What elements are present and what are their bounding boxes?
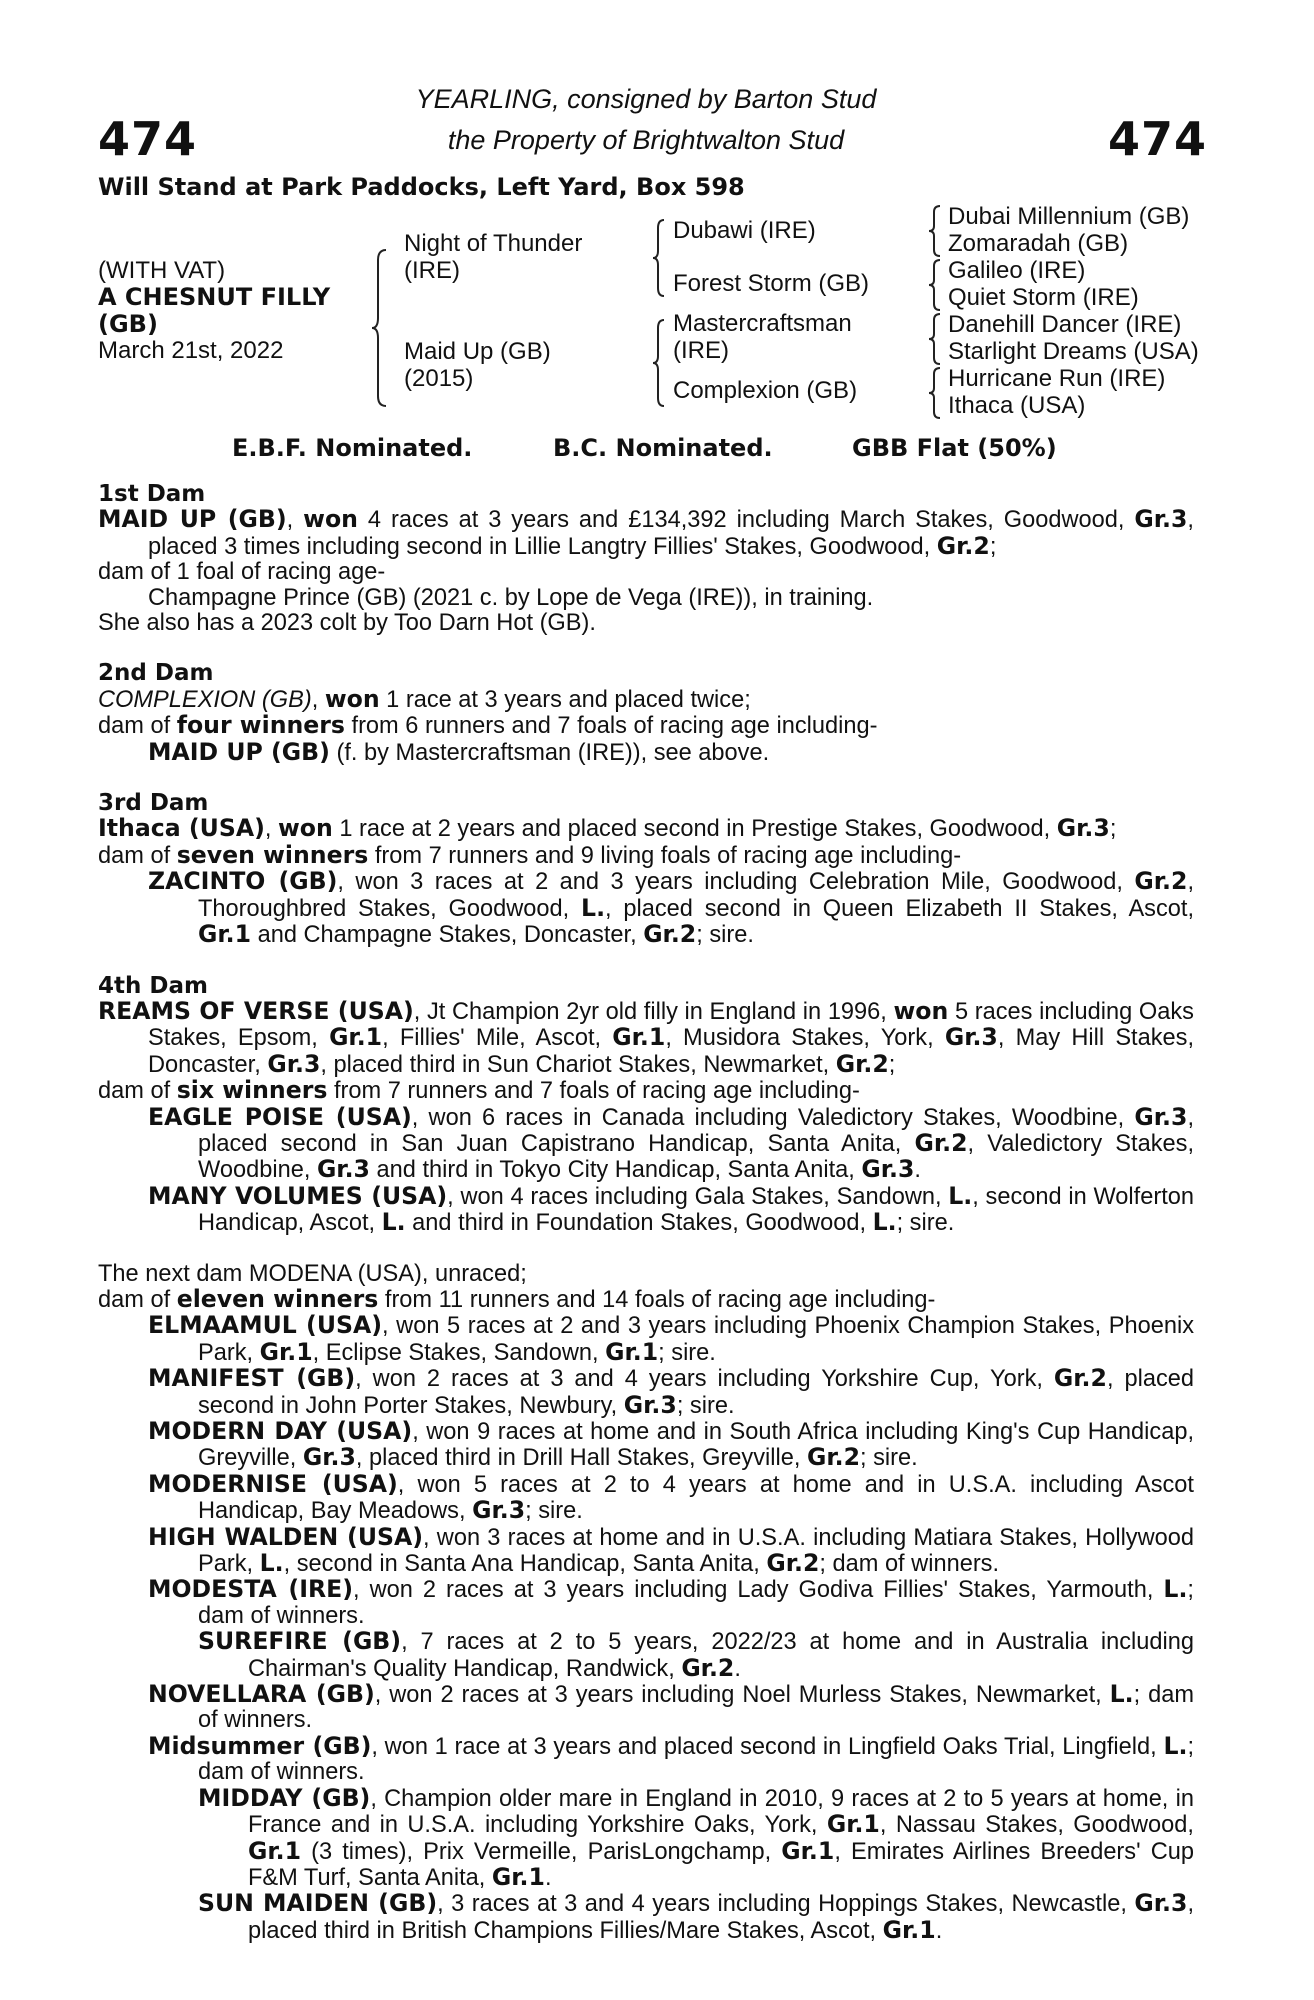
- great-grand-1: Dubai Millennium (GB): [948, 203, 1190, 230]
- great-grand-7: Hurricane Run (IRE): [948, 365, 1166, 392]
- record-text: ; dam of winners.: [819, 1551, 1000, 1578]
- dam-sire-name: Mastercraftsman: [673, 310, 852, 337]
- second-dam-name: COMPLEXION (GB): [98, 686, 312, 713]
- sire-dam: Forest Storm (GB): [673, 270, 870, 297]
- record-text: from 7 runners and 9 living foals of racing age including-: [368, 842, 962, 869]
- record-text: .: [935, 1917, 943, 1944]
- second-dam-produce-intro: [98, 713, 1194, 739]
- progeny-name: MIDDAY (GB): [198, 1783, 371, 1812]
- great-grand-3: Galileo (IRE): [948, 257, 1086, 284]
- grade-label: L.: [259, 1549, 284, 1578]
- dam-sire-country: (IRE): [673, 337, 729, 364]
- grade-label: Gr.2: [936, 531, 990, 560]
- record-text: , Jt Champion 2yr old filly in England in 1996,: [413, 998, 894, 1025]
- record-text: , Nassau Stakes, Goodwood,: [879, 1812, 1194, 1839]
- progeny-name: Midsummer (GB): [148, 1731, 372, 1760]
- progeny-manifest: [98, 1366, 1194, 1419]
- record-text: , placed second in San Juan Capistrano Handicap, Santa Anita,: [198, 1104, 1194, 1157]
- record-text: 1 race at 3 years and placed twice;: [379, 686, 751, 713]
- won-label: won: [303, 505, 358, 534]
- grade-label: Gr.2: [766, 1549, 820, 1578]
- fourth-dam-produce-intro: [98, 1078, 1194, 1104]
- first-dam-section: [98, 482, 1194, 636]
- record-text: , second in Wolferton Handicap, Ascot,: [198, 1183, 1194, 1237]
- record-text: , Champion older mare in England in 2010, 9 races at 2 to 5 years at home, in France and in U.S.A. including Yorkshire Oaks, York,: [248, 1785, 1194, 1839]
- record-text: , placed second in John Porter Stakes, Newbury,: [198, 1366, 1195, 1419]
- progeny-modesta: [98, 1577, 1194, 1629]
- pedigree-brace-g3: [928, 312, 942, 366]
- progeny-sun-maiden: [98, 1891, 1194, 1944]
- record-text: , placed third in Drill Hall Stakes, Greyville,: [355, 1445, 807, 1472]
- record-text: , placed second in Queen Elizabeth II Stakes, Ascot,: [605, 895, 1195, 922]
- pedigree-brace-g4: [928, 366, 942, 420]
- record-text: (3 times), Prix Vermeille, ParisLongchamp,: [301, 1838, 782, 1865]
- record-text: , placed 3 times including second in Lillie Langtry Fillies' Stakes, Goodwood,: [148, 507, 1194, 560]
- grade-label: L.: [381, 1208, 406, 1237]
- record-text: , Musidora Stakes, York,: [665, 1025, 945, 1052]
- progeny-surefire: [98, 1629, 1194, 1682]
- record-text: , Thoroughbred Stakes, Goodwood,: [198, 869, 1194, 922]
- property-line: the Property of Brightwalton Stud: [447, 125, 845, 155]
- vat-note: (WITH VAT): [98, 257, 226, 284]
- grade-label: Gr.1: [491, 1862, 545, 1891]
- record-text: , 7 races at 2 to 5 years, 2022/23 at home and in Australia including Chairman's Quality Handicap, Randwick,: [248, 1629, 1194, 1682]
- progeny-name: MANY VOLUMES (USA): [148, 1181, 448, 1210]
- record-text: , won 2 races at 3 years including Noel Murless Stakes, Newmarket,: [374, 1682, 1110, 1709]
- record-text: , won 4 races including Gala Stakes, Sandown,: [447, 1183, 949, 1210]
- record-text: , won 5 races at 2 to 4 years at home and in U.S.A. including Ascot Handicap, Bay Meadows,: [198, 1471, 1194, 1525]
- horse-name: A CHESNUT FILLY: [98, 283, 331, 311]
- grade-label: Gr.1: [605, 1337, 659, 1366]
- pedigree-brace-sire: [652, 218, 666, 298]
- grade-label: Gr.2: [681, 1653, 735, 1682]
- grade-label: Gr.2: [1053, 1364, 1107, 1393]
- record-text: ; sire.: [525, 1498, 583, 1525]
- first-dam-record: MAID UP (GB), won 4 races at 3 years and £134,392 including March Stakes, Goodwood, Gr.3, placed 3 times including second in Lillie Langtry Fillies' Stakes, Goodwood, Gr.2;: [98, 505, 1194, 560]
- progeny-name: EAGLE POISE (USA): [148, 1102, 412, 1131]
- record-text: , placed third in British Champions Fillies/Mare Stakes, Ascot,: [248, 1891, 1194, 1944]
- second-dam-progeny: [98, 737, 1194, 766]
- grade-label: Gr.3: [944, 1023, 998, 1052]
- first-dam-heading: 1st Dam: [98, 481, 206, 507]
- third-dam-heading: 3rd Dam: [98, 790, 209, 817]
- progeny-elmaamul: [98, 1313, 1194, 1366]
- lot-number-right: 474: [1108, 112, 1208, 166]
- great-grand-8: Ithaca (USA): [948, 392, 1086, 419]
- record-text: , Eclipse Stakes, Sandown,: [312, 1339, 606, 1366]
- grade-label: Gr.2: [835, 1049, 889, 1078]
- grade-label: Gr.3: [861, 1155, 915, 1184]
- record-text: , won 1 race at 3 years and placed second in Lingfield Oaks Trial, Lingfield,: [371, 1733, 1164, 1760]
- record-text: dam of: [98, 842, 177, 869]
- progeny-name: MAID UP (GB): [148, 737, 330, 766]
- record-text: 4 races at 3 years and £134,392 including March Stakes, Goodwood,: [357, 507, 1135, 534]
- pedigree-brace-g2: [928, 258, 942, 312]
- pedigree-brace-g1: [928, 204, 942, 258]
- record-text: ; sire.: [860, 1445, 918, 1472]
- record-text: and third in Foundation Stakes, Goodwood,: [405, 1210, 873, 1237]
- progeny-name: NOVELLARA (GB): [148, 1680, 375, 1709]
- record-text: ; sire.: [696, 922, 754, 949]
- second-dam-heading: 2nd Dam: [98, 660, 214, 687]
- progeny-midday: [98, 1783, 1194, 1892]
- record-text: 1 race at 2 years and placed second in Prestige Stakes, Goodwood,: [332, 816, 1057, 843]
- grade-label: L.: [1163, 1575, 1188, 1604]
- record-text: , won 2 races at 3 years including Lady Godiva Fillies' Stakes, Yarmouth,: [353, 1577, 1164, 1604]
- record-text: , 3 races at 3 and 4 years including Hoppings Stakes, Newcastle,: [437, 1891, 1135, 1918]
- grade-label: L.: [1109, 1680, 1134, 1709]
- record-text: ;: [888, 1051, 896, 1078]
- progeny-name: MODERNISE (USA): [148, 1469, 398, 1498]
- lot-number-left: 474: [98, 112, 198, 166]
- record-text: , Valedictory Stakes, Woodbine,: [198, 1130, 1194, 1184]
- fourth-dam-section: [98, 974, 1194, 1237]
- dam-dam: Complexion (GB): [673, 377, 858, 404]
- record-text: .: [734, 1655, 741, 1682]
- grade-label: Gr.3: [472, 1496, 526, 1525]
- record-text: , won 9 races at home and in South Africa including King's Cup Handicap, Greyville,: [198, 1419, 1194, 1472]
- fourth-dam-name: REAMS OF VERSE (USA): [98, 996, 414, 1025]
- progeny-eagle-poise: [98, 1102, 1194, 1184]
- catalogue-body: [98, 482, 1194, 1944]
- grade-label: Gr.1: [329, 1023, 383, 1052]
- third-dam-section: [98, 791, 1194, 948]
- record-text: ;: [1109, 816, 1117, 843]
- stand-location: Will Stand at Park Paddocks, Left Yard, Box 598: [98, 173, 745, 201]
- record-text: ; sire.: [896, 1210, 955, 1237]
- grade-label: Gr.3: [302, 1443, 356, 1472]
- record-text: , won 6 races in Canada including Valedictory Stakes, Woodbine,: [411, 1104, 1135, 1131]
- won-label: won: [893, 996, 949, 1025]
- great-grand-2: Zomaradah (GB): [948, 230, 1129, 257]
- grade-label: Gr.1: [248, 1836, 302, 1865]
- record-text: from 11 runners and 14 foals of racing age including-: [378, 1286, 936, 1313]
- grade-label: Gr.2: [643, 920, 697, 949]
- record-text: dam of: [98, 713, 177, 740]
- record-text: , Emirates Airlines Breeders' Cup F&M Turf, Santa Anita,: [248, 1838, 1194, 1891]
- horse-country: (GB): [98, 310, 158, 338]
- grade-label: Gr.3: [316, 1155, 370, 1184]
- fourth-dam-heading: 4th Dam: [98, 972, 208, 999]
- grade-label: L.: [872, 1208, 897, 1237]
- consignment-line: YEARLING, consigned by Barton Stud: [415, 84, 877, 114]
- third-dam-record: Ithaca (USA), won 1 race at 2 years and placed second in Prestige Stakes, Goodwood, Gr.3;: [98, 814, 1117, 843]
- grade-label: Gr.1: [259, 1337, 313, 1366]
- third-dam-produce-intro: [98, 840, 1194, 869]
- record-text: from 7 runners and 7 foals of racing age including-: [327, 1078, 860, 1105]
- record-text: , won 5 races at 2 and 3 years including Phoenix Champion Stakes, Phoenix Park,: [198, 1313, 1194, 1366]
- progeny-name: MODERN DAY (USA): [148, 1417, 413, 1445]
- progeny-name: ZACINTO (GB): [148, 867, 338, 896]
- grade-label: Gr.3: [623, 1390, 677, 1419]
- progeny-name: HIGH WALDEN (USA): [148, 1522, 424, 1551]
- winners-count: four winners: [176, 711, 345, 740]
- grade-label: Gr.2: [1134, 867, 1188, 896]
- next-dam-section: [98, 1262, 1194, 1945]
- record-text: ; sire.: [658, 1339, 716, 1366]
- record-text: , May Hill Stakes, Doncaster,: [148, 1025, 1195, 1078]
- fourth-dam-record: [98, 996, 1195, 1078]
- great-grand-4: Quiet Storm (IRE): [948, 284, 1139, 311]
- winners-count: six winners: [176, 1076, 328, 1105]
- record-text: , placed third in Sun Chariot Stakes, Newmarket,: [320, 1051, 836, 1078]
- record-text: ; dam of winners.: [198, 1682, 1194, 1734]
- progeny-midsummer: [98, 1731, 1194, 1786]
- record-text: ; sire.: [676, 1392, 735, 1419]
- record-text: .: [914, 1157, 921, 1184]
- first-dam-produce-intro: dam of 1 foal of racing age-: [98, 559, 386, 586]
- dam-name: Maid Up (GB): [404, 338, 551, 365]
- ebf-nomination: E.B.F. Nominated.: [232, 434, 473, 462]
- third-dam-progeny: [98, 869, 1194, 948]
- sire-name: Night of Thunder: [404, 230, 583, 257]
- progeny-name: MODESTA (IRE): [148, 1575, 354, 1604]
- grade-label: Gr.1: [826, 1810, 880, 1839]
- record-text: 5 races including Oaks Stakes, Epsom,: [148, 998, 1194, 1052]
- first-dam-foal: Champagne Prince (GB) (2021 c. by Lope de Vega (IRE)), in training.: [148, 584, 874, 611]
- grade-label: Gr.1: [781, 1836, 835, 1865]
- grade-label: Gr.1: [612, 1023, 666, 1052]
- progeny-name: SUN MAIDEN (GB): [198, 1889, 438, 1918]
- grade-label: Gr.2: [914, 1128, 968, 1157]
- winners-count: seven winners: [176, 840, 369, 869]
- grade-label: Gr.3: [1056, 814, 1110, 843]
- grade-label: Gr.3: [1134, 1102, 1188, 1131]
- winners-count: eleven winners: [176, 1284, 379, 1313]
- progeny-name: SUREFIRE (GB): [198, 1627, 402, 1656]
- next-dam-produce-intro: [98, 1284, 1194, 1313]
- record-text: ;: [989, 533, 997, 560]
- won-label: won: [278, 814, 333, 843]
- great-grand-6: Starlight Dreams (USA): [948, 338, 1199, 365]
- progeny-novellara: [98, 1682, 1194, 1734]
- grade-label: Gr.2: [806, 1443, 861, 1472]
- progeny-modernise: [98, 1469, 1194, 1525]
- bc-nomination: B.C. Nominated.: [553, 434, 773, 462]
- record-text: , won 3 races at home and in U.S.A. including Matiara Stakes, Hollywood Park,: [198, 1524, 1195, 1578]
- dam-year: (2015): [404, 365, 474, 392]
- second-dam-record: COMPLEXION (GB), won 1 race at 3 years and placed twice;: [98, 684, 751, 713]
- grade-label: L.: [1163, 1731, 1188, 1760]
- great-grand-5: Danehill Dancer (IRE): [948, 311, 1182, 338]
- third-dam-name: Ithaca (USA): [98, 814, 265, 843]
- gbb-flat: GBB Flat (50%): [852, 434, 1057, 462]
- grade-label: Gr.3: [1134, 1889, 1188, 1918]
- record-text: (f. by Mastercraftsman (IRE)), see above.: [329, 739, 770, 766]
- sire-sire: Dubawi (IRE): [673, 217, 816, 244]
- progeny-modern-day: [98, 1419, 1194, 1472]
- grade-label: Gr.1: [198, 920, 252, 949]
- first-dam-also: She also has a 2023 colt by Too Darn Hot (GB).: [98, 610, 596, 637]
- sire-country: (IRE): [404, 257, 460, 284]
- grade-label: L.: [581, 893, 606, 922]
- record-text: .: [544, 1864, 552, 1891]
- record-text: and third in Tokyo City Handicap, Santa Anita,: [369, 1157, 862, 1184]
- record-text: from 6 runners and 7 foals of racing age including-: [344, 713, 878, 740]
- grade-label: L.: [948, 1181, 973, 1210]
- record-text: and Champagne Stakes, Doncaster,: [251, 922, 644, 949]
- progeny-high-walden: [98, 1522, 1195, 1578]
- grade-label: Gr.3: [1134, 505, 1188, 534]
- grade-label: Gr.1: [882, 1915, 936, 1944]
- record-text: , won 3 races at 2 and 3 years including Celebration Mile, Goodwood,: [337, 869, 1135, 896]
- record-text: dam of: [98, 1078, 177, 1105]
- progeny-many-volumes: [98, 1181, 1194, 1237]
- record-text: dam of: [98, 1286, 177, 1313]
- progeny-name: ELMAAMUL (USA): [148, 1311, 383, 1340]
- pedigree-brace-dam: [652, 318, 666, 408]
- record-text: , won 2 races at 3 and 4 years including Yorkshire Cup, York,: [355, 1366, 1054, 1393]
- next-dam-intro: The next dam MODENA (USA), unraced;: [98, 1260, 527, 1287]
- progeny-name: MANIFEST (GB): [148, 1364, 356, 1393]
- record-text: ; dam of winners.: [198, 1733, 1194, 1786]
- first-dam-name: MAID UP (GB): [98, 505, 287, 534]
- pedigree-brace-main: [370, 248, 390, 408]
- record-text: , second in Santa Ana Handicap, Santa Anita,: [283, 1551, 767, 1578]
- second-dam-section: [98, 661, 1194, 766]
- foaling-date: March 21st, 2022: [98, 337, 284, 364]
- record-text: , Fillies' Mile, Ascot,: [382, 1025, 613, 1052]
- grade-label: Gr.3: [267, 1049, 321, 1078]
- won-label: won: [324, 684, 380, 713]
- record-text: ; dam of winners.: [198, 1577, 1194, 1629]
